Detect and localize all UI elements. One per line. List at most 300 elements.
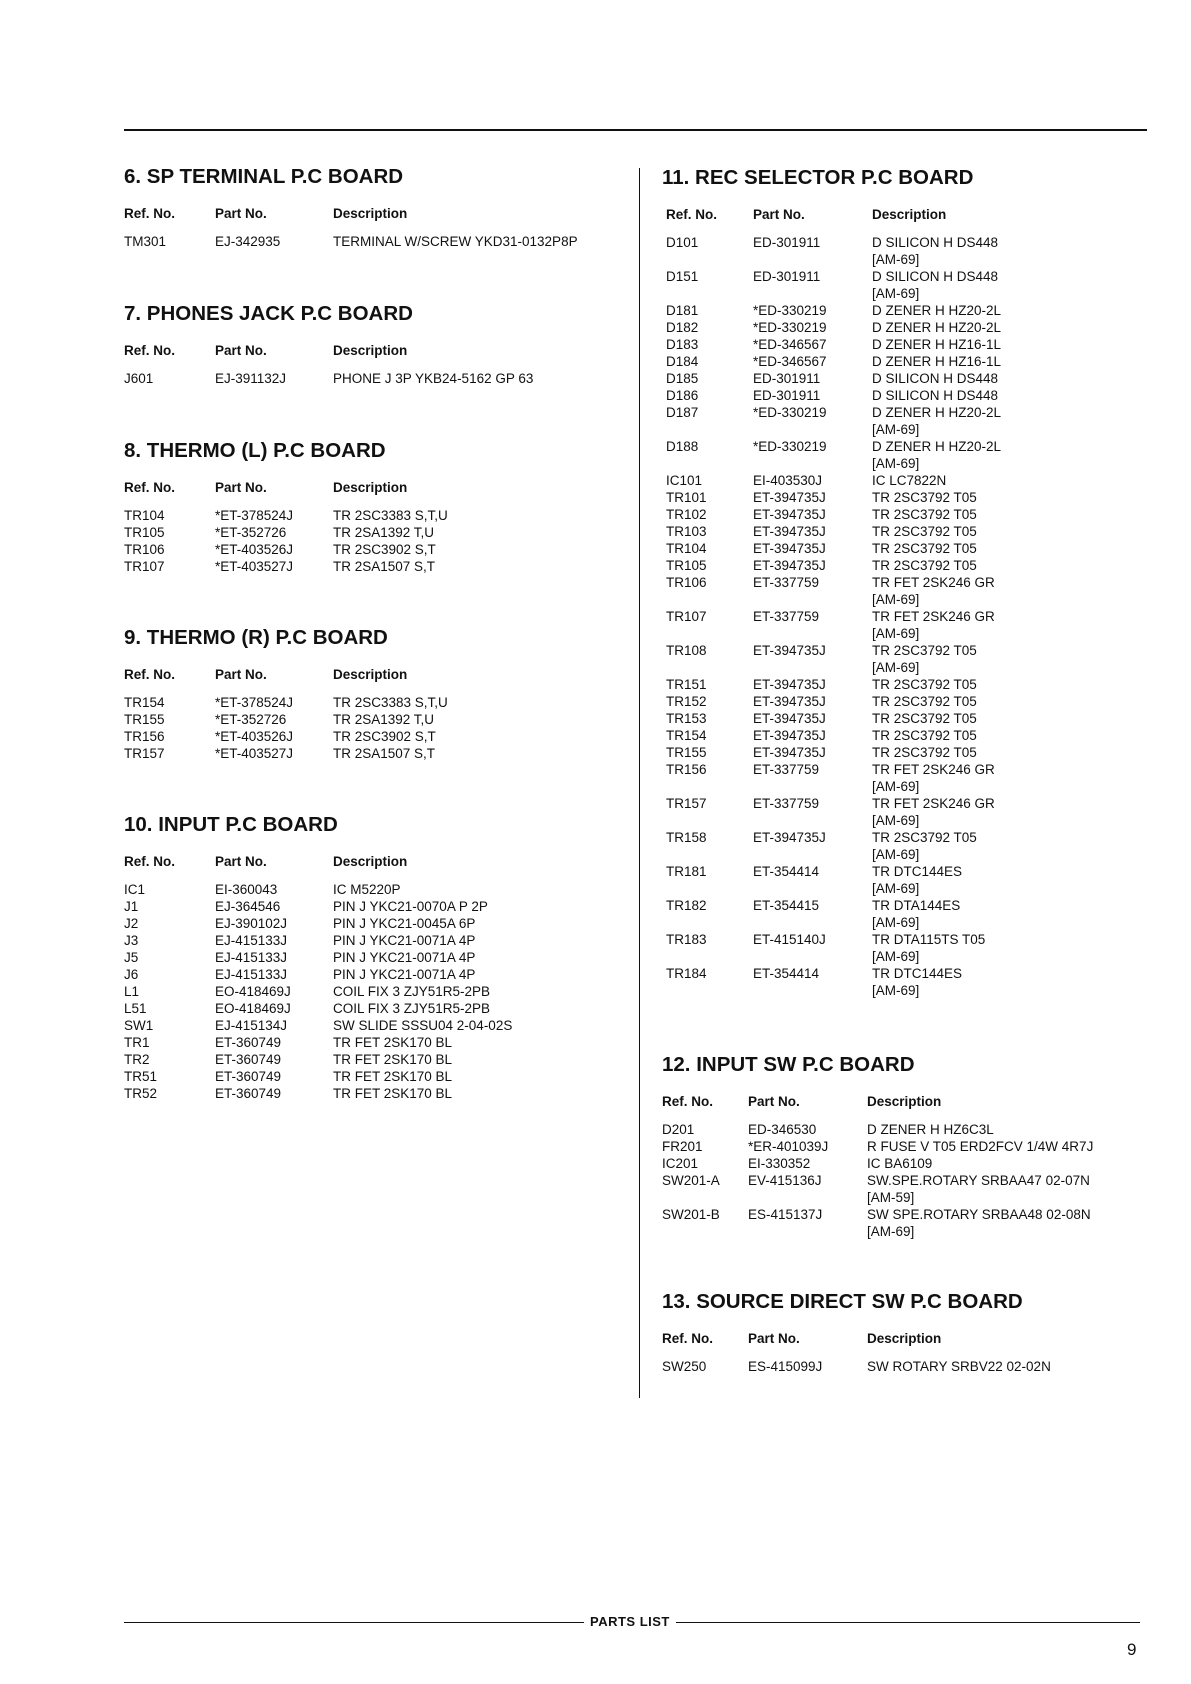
- description: [333, 233, 578, 250]
- header-part-no: Part No.: [215, 206, 267, 221]
- description-line: D ZENER H HZ16-1L: [872, 337, 1002, 352]
- table-row: [662, 234, 1142, 268]
- description: [872, 319, 1001, 336]
- table-header: [124, 854, 624, 872]
- ref-no: TR107: [124, 559, 165, 574]
- ref-no: D185: [666, 371, 699, 386]
- part-no: ES-415137J: [748, 1207, 823, 1222]
- ref-no: D181: [666, 303, 699, 318]
- section-title: 11. REC SELECTOR P.C BOARD: [662, 166, 974, 189]
- description: [333, 711, 434, 728]
- part-no: *ET-403526J: [215, 729, 294, 744]
- table-row: [662, 336, 1142, 353]
- table-row: [662, 523, 1142, 540]
- description-line: D ZENER H HZ20-2L: [872, 405, 1002, 420]
- ref-no: D183: [666, 337, 699, 352]
- description: [872, 642, 977, 676]
- footer-label: PARTS LIST: [590, 1614, 670, 1629]
- ref-no: J5: [124, 950, 139, 965]
- part-no: EO-418469J: [215, 984, 291, 999]
- description: [872, 557, 977, 574]
- description-line: TR 2SA1392 T,U: [333, 712, 435, 727]
- description-line: TR FET 2SK170 BL: [333, 1035, 453, 1050]
- ref-no: TR105: [124, 525, 165, 540]
- part-no: ET-394735J: [753, 490, 826, 505]
- description-line: D SILICON H DS448: [872, 371, 999, 386]
- part-no: *ET-352726: [215, 525, 287, 540]
- ref-no: IC201: [662, 1156, 699, 1171]
- description-line: SW SLIDE SSSU04 2-04-02S: [333, 1018, 513, 1033]
- description: [872, 523, 977, 540]
- description-line: D ZENER H HZ6C3L: [867, 1122, 994, 1137]
- table-row: [662, 574, 1142, 608]
- ref-no: TR52: [124, 1086, 158, 1101]
- ref-no: J3: [124, 933, 139, 948]
- description-line: D ZENER H HZ16-1L: [872, 354, 1002, 369]
- description: [333, 1017, 512, 1034]
- header-ref: Ref. No.: [124, 854, 176, 869]
- part-no: ET-394735J: [753, 507, 826, 522]
- description-line: TR FET 2SK170 BL: [333, 1069, 453, 1084]
- part-no: *ET-403526J: [215, 542, 294, 557]
- description: [872, 710, 977, 727]
- description: [333, 966, 475, 983]
- ref-no: TR157: [124, 746, 165, 761]
- part-no: *ET-403527J: [215, 559, 294, 574]
- ref-no: TR156: [666, 762, 707, 777]
- part-no: *ET-378524J: [215, 695, 294, 710]
- table-row: [124, 1000, 624, 1017]
- table-row: [662, 642, 1142, 676]
- table-header: [662, 207, 1142, 225]
- description-note: [AM-69]: [872, 592, 920, 607]
- description: [333, 524, 434, 541]
- header-ref: Ref. No.: [124, 343, 176, 358]
- description-line: TR DTC144ES: [872, 966, 963, 981]
- header-description: Description: [333, 343, 408, 358]
- section-title: 9. THERMO (R) P.C BOARD: [124, 626, 388, 649]
- description: [872, 931, 985, 965]
- part-no: ET-394735J: [753, 830, 826, 845]
- part-no: EJ-415133J: [215, 967, 288, 982]
- description: [333, 728, 436, 745]
- part-no: *ET-378524J: [215, 508, 294, 523]
- table-row: [124, 1017, 624, 1034]
- description-line: IC LC7822N: [872, 473, 947, 488]
- table-row: [662, 863, 1142, 897]
- description: [867, 1172, 1090, 1206]
- table-row: [662, 404, 1142, 438]
- description-note: [AM-69]: [872, 881, 920, 896]
- part-no: EI-403530J: [753, 473, 823, 488]
- ref-no: TR108: [666, 643, 707, 658]
- ref-no: TR105: [666, 558, 707, 573]
- description-note: [AM-69]: [872, 949, 920, 964]
- description: [333, 1068, 452, 1085]
- ref-no: IC1: [124, 882, 146, 897]
- table-row: [662, 1358, 1142, 1375]
- description-note: [AM-69]: [872, 847, 920, 862]
- part-no: *ED-330219: [753, 303, 827, 318]
- part-no: ET-394735J: [753, 694, 826, 709]
- ref-no: TR152: [666, 694, 707, 709]
- part-no: EO-418469J: [215, 1001, 291, 1016]
- description-line: TR 2SA1392 T,U: [333, 525, 435, 540]
- parts-section: [124, 626, 624, 762]
- description: [872, 506, 977, 523]
- table-row: [662, 319, 1142, 336]
- part-no: ET-354414: [753, 864, 820, 879]
- description: [872, 574, 995, 608]
- description-line: TR 2SC3792 T05: [872, 694, 977, 709]
- description-line: D ZENER H HZ20-2L: [872, 439, 1002, 454]
- part-no: ET-394735J: [753, 541, 826, 556]
- description: [867, 1138, 1093, 1155]
- table-header: [124, 206, 624, 224]
- description: [333, 745, 435, 762]
- part-no: ET-354415: [753, 898, 820, 913]
- ref-no: SW250: [662, 1359, 707, 1374]
- ref-no: D151: [666, 269, 699, 284]
- ref-no: TM301: [124, 234, 167, 249]
- header-description: Description: [333, 480, 408, 495]
- ref-no: TR106: [666, 575, 707, 590]
- description-note: [AM-69]: [872, 813, 920, 828]
- description: [872, 897, 960, 931]
- ref-no: J601: [124, 371, 154, 386]
- description: [872, 438, 1001, 472]
- description-line: COIL FIX 3 ZJY51R5-2PB: [333, 984, 491, 999]
- table-row: [124, 1051, 624, 1068]
- part-no: EJ-342935: [215, 234, 281, 249]
- description: [872, 727, 977, 744]
- description: [872, 353, 1001, 370]
- description-line: TR 2SC3792 T05: [872, 711, 977, 726]
- header-description: Description: [867, 1094, 942, 1109]
- description-note: [AM-69]: [872, 779, 920, 794]
- table-row: [662, 676, 1142, 693]
- description-line: TR DTC144ES: [872, 864, 963, 879]
- ref-no: D188: [666, 439, 699, 454]
- footer-rule-right: [676, 1622, 1140, 1623]
- part-no: ED-301911: [753, 371, 821, 386]
- part-no: EJ-364546: [215, 899, 281, 914]
- table-row: [662, 710, 1142, 727]
- ref-no: TR155: [124, 712, 165, 727]
- ref-no: TR106: [124, 542, 165, 557]
- description-note: [AM-69]: [872, 983, 920, 998]
- part-no: ET-360749: [215, 1052, 282, 1067]
- table-row: [124, 949, 624, 966]
- description: [872, 693, 977, 710]
- table-row: [662, 608, 1142, 642]
- ref-no: L1: [124, 984, 140, 999]
- part-no: *ED-346567: [753, 354, 827, 369]
- description: [333, 1051, 452, 1068]
- description-line: TR 2SC3792 T05: [872, 490, 977, 505]
- table-row: [662, 472, 1142, 489]
- table-row: [124, 233, 624, 250]
- table-row: [662, 557, 1142, 574]
- table-row: [124, 966, 624, 983]
- part-no: EI-360043: [215, 882, 278, 897]
- ref-no: TR107: [666, 609, 707, 624]
- description: [872, 370, 998, 387]
- part-no: ED-301911: [753, 235, 821, 250]
- table-row: [124, 932, 624, 949]
- description-note: [AM-69]: [867, 1224, 915, 1239]
- header-part-no: Part No.: [748, 1331, 800, 1346]
- ref-no: TR157: [666, 796, 707, 811]
- section-title: 12. INPUT SW P.C BOARD: [662, 1053, 915, 1076]
- description-line: D SILICON H DS448: [872, 269, 999, 284]
- description: [333, 507, 448, 524]
- header-ref: Ref. No.: [662, 1331, 714, 1346]
- description-line: TR 2SC3792 T05: [872, 677, 977, 692]
- parts-section: [124, 813, 624, 1102]
- part-no: *ED-330219: [753, 439, 827, 454]
- description-line: D SILICON H DS448: [872, 235, 999, 250]
- ref-no: TR155: [666, 745, 707, 760]
- description-line: COIL FIX 3 ZJY51R5-2PB: [333, 1001, 491, 1016]
- table-row: [124, 694, 624, 711]
- description: [333, 898, 488, 915]
- part-no: *ET-352726: [215, 712, 287, 727]
- description: [333, 370, 533, 387]
- ref-no: TR51: [124, 1069, 158, 1084]
- table-header: [124, 667, 624, 685]
- description: [872, 608, 995, 642]
- header-description: Description: [867, 1331, 942, 1346]
- description-note: [AM-59]: [867, 1190, 915, 1205]
- description: [333, 541, 436, 558]
- description-line: SW.SPE.ROTARY SRBAA47 02-07N: [867, 1173, 1090, 1188]
- ref-no: D201: [662, 1122, 695, 1137]
- table-row: [662, 540, 1142, 557]
- header-part-no: Part No.: [215, 667, 267, 682]
- description: [333, 1085, 452, 1102]
- ref-no: D101: [666, 235, 699, 250]
- description-line: TR 2SC3902 S,T: [333, 729, 436, 744]
- part-no: EJ-415133J: [215, 950, 288, 965]
- description: [872, 744, 977, 761]
- description-line: TR FET 2SK246 GR: [872, 609, 995, 624]
- description: [333, 915, 475, 932]
- header-description: Description: [333, 206, 408, 221]
- description: [872, 829, 977, 863]
- part-no: ET-394735J: [753, 745, 826, 760]
- description-line: PIN J YKC21-0070A P 2P: [333, 899, 488, 914]
- part-no: ET-360749: [215, 1069, 282, 1084]
- description: [872, 268, 998, 302]
- description-line: TR 2SC3792 T05: [872, 507, 977, 522]
- part-no: ET-394735J: [753, 711, 826, 726]
- description: [872, 489, 977, 506]
- part-no: EJ-391132J: [215, 371, 287, 386]
- table-row: [662, 965, 1142, 999]
- description: [867, 1121, 994, 1138]
- header-ref: Ref. No.: [124, 480, 176, 495]
- part-no: ED-301911: [753, 269, 821, 284]
- header-description: Description: [333, 854, 408, 869]
- description-line: D SILICON H DS448: [872, 388, 999, 403]
- table-row: [662, 268, 1142, 302]
- table-header: [662, 1331, 1142, 1349]
- description: [872, 863, 962, 897]
- table-row: [662, 387, 1142, 404]
- description-line: TR DTA144ES: [872, 898, 961, 913]
- header-part-no: Part No.: [753, 207, 805, 222]
- part-no: *ET-403527J: [215, 746, 294, 761]
- table-row: [662, 897, 1142, 931]
- table-row: [662, 1206, 1142, 1240]
- table-row: [124, 1068, 624, 1085]
- description-line: PHONE J 3P YKB24-5162 GP 63: [333, 371, 534, 386]
- page-number: 9: [1127, 1640, 1137, 1659]
- description-line: TR FET 2SK170 BL: [333, 1086, 453, 1101]
- description-note: [AM-69]: [872, 286, 920, 301]
- table-row: [662, 506, 1142, 523]
- description-line: TR FET 2SK246 GR: [872, 796, 995, 811]
- description-line: D ZENER H HZ20-2L: [872, 303, 1002, 318]
- part-no: ET-415140J: [753, 932, 826, 947]
- header-part-no: Part No.: [748, 1094, 800, 1109]
- part-no: EI-330352: [748, 1156, 811, 1171]
- description-line: PIN J YKC21-0071A 4P: [333, 967, 476, 982]
- ref-no: TR182: [666, 898, 707, 913]
- part-no: ET-360749: [215, 1086, 282, 1101]
- table-row: [662, 1155, 1142, 1172]
- description-line: TR 2SC3902 S,T: [333, 542, 436, 557]
- part-no: ET-337759: [753, 609, 820, 624]
- header-part-no: Part No.: [215, 343, 267, 358]
- ref-no: FR201: [662, 1139, 703, 1154]
- table-row: [124, 558, 624, 575]
- top-rule: [124, 129, 1147, 131]
- description: [333, 1034, 452, 1051]
- part-no: *ED-346567: [753, 337, 827, 352]
- description-line: IC BA6109: [867, 1156, 933, 1171]
- description-line: TR 2SC3792 T05: [872, 745, 977, 760]
- ref-no: TR1: [124, 1035, 150, 1050]
- ref-no: D187: [666, 405, 699, 420]
- ref-no: J1: [124, 899, 139, 914]
- part-no: ED-346530: [748, 1122, 817, 1137]
- description-line: TERMINAL W/SCREW YKD31-0132P8P: [333, 234, 578, 249]
- part-no: ET-394735J: [753, 558, 826, 573]
- table-row: [662, 761, 1142, 795]
- part-no: EJ-415134J: [215, 1018, 288, 1033]
- ref-no: TR154: [124, 695, 165, 710]
- ref-no: TR156: [124, 729, 165, 744]
- section-title: 13. SOURCE DIRECT SW P.C BOARD: [662, 1290, 1023, 1313]
- ref-no: D184: [666, 354, 699, 369]
- table-row: [662, 1172, 1142, 1206]
- ref-no: J2: [124, 916, 139, 931]
- header-part-no: Part No.: [215, 854, 267, 869]
- ref-no: TR151: [666, 677, 707, 692]
- table-row: [124, 728, 624, 745]
- description: [333, 881, 401, 898]
- table-row: [124, 507, 624, 524]
- description-note: [AM-69]: [872, 660, 920, 675]
- table-row: [124, 524, 624, 541]
- part-no: *ED-330219: [753, 320, 827, 335]
- table-row: [662, 931, 1142, 965]
- table-row: [662, 370, 1142, 387]
- ref-no: SW1: [124, 1018, 154, 1033]
- description-line: TR 2SC3792 T05: [872, 524, 977, 539]
- description: [872, 965, 962, 999]
- description-line: TR 2SC3383 S,T,U: [333, 695, 448, 710]
- table-row: [124, 915, 624, 932]
- description-line: PIN J YKC21-0045A 6P: [333, 916, 476, 931]
- footer-rule-left: [124, 1622, 584, 1623]
- ref-no: TR181: [666, 864, 707, 879]
- description: [333, 1000, 490, 1017]
- description-line: D ZENER H HZ20-2L: [872, 320, 1002, 335]
- description: [872, 404, 1001, 438]
- part-no: *ED-330219: [753, 405, 827, 420]
- parts-section: [662, 1290, 1142, 1375]
- description-line: PIN J YKC21-0071A 4P: [333, 933, 476, 948]
- ref-no: SW201-A: [662, 1173, 720, 1188]
- part-no: ED-301911: [753, 388, 821, 403]
- description: [872, 387, 998, 404]
- description: [867, 1358, 1051, 1375]
- table-row: [124, 881, 624, 898]
- description-line: TR 2SC3792 T05: [872, 558, 977, 573]
- description: [872, 472, 946, 489]
- ref-no: L51: [124, 1001, 147, 1016]
- parts-section: [662, 166, 1142, 999]
- parts-section: [124, 439, 624, 575]
- ref-no: SW201-B: [662, 1207, 720, 1222]
- description-line: SW SPE.ROTARY SRBAA48 02-08N: [867, 1207, 1091, 1222]
- parts-section: [124, 302, 624, 387]
- column-divider: [639, 168, 640, 1398]
- ref-no: J6: [124, 967, 139, 982]
- table-row: [124, 370, 624, 387]
- description-line: TR FET 2SK170 BL: [333, 1052, 453, 1067]
- description: [872, 234, 998, 268]
- table-row: [662, 1138, 1142, 1155]
- header-description: Description: [333, 667, 408, 682]
- description: [867, 1155, 932, 1172]
- description: [872, 336, 1001, 353]
- ref-no: TR103: [666, 524, 707, 539]
- table-row: [124, 898, 624, 915]
- description-line: PIN J YKC21-0071A 4P: [333, 950, 476, 965]
- description-line: TR 2SA1507 S,T: [333, 746, 436, 761]
- description-note: [AM-69]: [872, 252, 920, 267]
- description: [872, 761, 995, 795]
- part-no: EV-415136J: [748, 1173, 822, 1188]
- description-line: IC M5220P: [333, 882, 401, 897]
- table-header: [662, 1094, 1142, 1112]
- header-ref: Ref. No.: [124, 667, 176, 682]
- table-row: [124, 745, 624, 762]
- header-description: Description: [872, 207, 947, 222]
- table-row: [124, 541, 624, 558]
- part-no: *ER-401039J: [748, 1139, 829, 1154]
- description: [872, 676, 977, 693]
- part-no: ET-394735J: [753, 677, 826, 692]
- section-title: 7. PHONES JACK P.C BOARD: [124, 302, 413, 325]
- description-line: TR 2SC3792 T05: [872, 643, 977, 658]
- part-no: EJ-415133J: [215, 933, 288, 948]
- description: [333, 949, 475, 966]
